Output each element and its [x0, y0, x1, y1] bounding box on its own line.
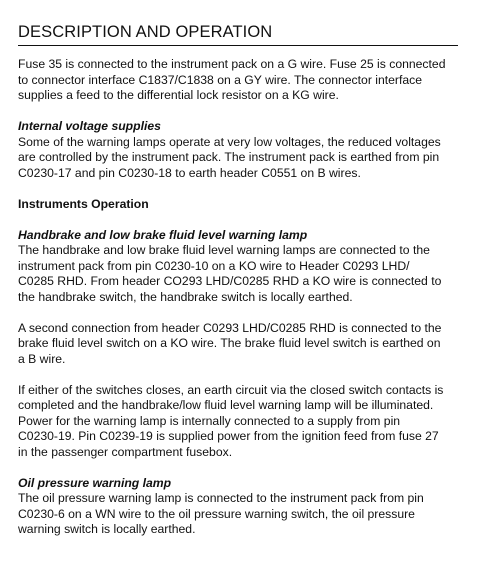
- text-line: instrument pack from pin C0230-10 on a KO wire to Header C0293 LHD/: [18, 258, 410, 273]
- internal-voltage-title: Internal voltage supplies: [18, 119, 161, 133]
- text-line: Fuse 35 is connected to the instrument pack on a G wire. Fuse 25 is connected: [18, 57, 446, 71]
- instruments-operation-heading: Instruments Operation: [18, 196, 149, 211]
- handbrake-paragraph-2: [18, 321, 458, 368]
- handbrake-paragraph-3: [18, 383, 458, 461]
- internal-voltage-section: [18, 119, 458, 181]
- text-line: C0230-19. Pin C0239-19 is supplied power from the ignition feed from fuse 27: [18, 429, 439, 443]
- text-line: to connector interface C1837/C1838 on a GY wire. The connector interface: [18, 72, 423, 87]
- text-line: A second connection from header C0293 LHD/C0285 RHD is connected to the: [18, 320, 442, 335]
- text-line: completed and the handbrake/low fluid level warning lamp will be illuminated.: [18, 398, 434, 412]
- document-page: [18, 22, 458, 553]
- text-line: If either of the switches closes, an earth circuit via the closed switch contacts is: [18, 382, 444, 397]
- handbrake-title: Handbrake and low brake fluid level warning lamp: [18, 227, 308, 242]
- text-line: Power for the warning lamp is internally connected to a supply from pin: [18, 413, 401, 428]
- intro-paragraph: [18, 57, 458, 104]
- text-line: The handbrake and low brake fluid level warning lamps are connected to the: [18, 243, 430, 257]
- oil-pressure-title: Oil pressure warning lamp: [18, 475, 172, 490]
- text-line: C0230-6 on a WN wire to the oil pressure warning switch, the oil pressure: [18, 506, 415, 521]
- text-line: warning switch is locally earthed.: [18, 522, 196, 536]
- page-heading: DESCRIPTION AND OPERATION: [18, 22, 458, 46]
- text-line: are controlled by the instrument pack. The instrument pack is earthed from pin: [18, 150, 440, 164]
- text-line: C0285 RHD. From header CO293 LHD/C0285 RHD a KO wire is connected to: [18, 274, 442, 288]
- text-line: The oil pressure warning lamp is connected to the instrument pack from pin: [18, 491, 424, 505]
- text-line: Some of the warning lamps operate at very low voltages, the reduced voltages: [18, 134, 441, 149]
- text-line: C0230-17 and pin C0230-18 to earth header C0551 on B wires.: [18, 165, 361, 180]
- text-line: a B wire.: [18, 351, 66, 366]
- oil-pressure-section: [18, 476, 458, 538]
- text-line: the handbrake switch, the handbrake switch is locally earthed.: [18, 289, 353, 304]
- text-line: supplies a feed to the differential lock resistor on a KG wire.: [18, 88, 339, 102]
- text-line: brake fluid level switch on a KO wire. The brake fluid level switch is earthed on: [18, 336, 441, 350]
- text-line: in the passenger compartment fusebox.: [18, 444, 233, 459]
- handbrake-section: [18, 228, 458, 306]
